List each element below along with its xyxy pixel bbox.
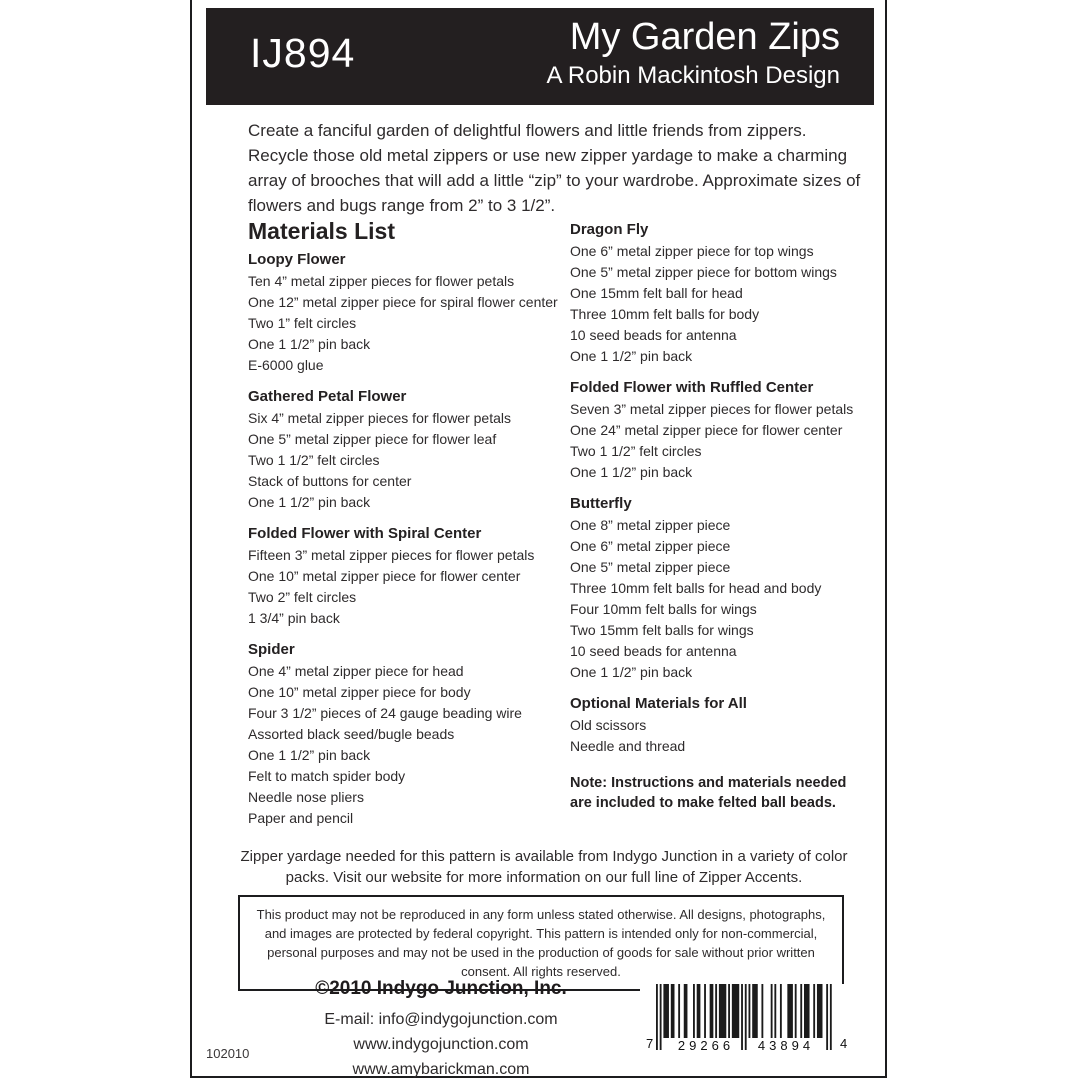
material-item: Needle nose pliers xyxy=(248,789,364,805)
publisher-info xyxy=(248,978,634,1082)
barcode-digits-left: 29266 xyxy=(677,1038,735,1053)
material-item: One 1 1/2” pin back xyxy=(570,664,693,680)
materials-section xyxy=(570,695,870,757)
material-item: Two 2” felt circles xyxy=(248,589,357,605)
material-item: One 8” metal zipper piece xyxy=(570,517,731,533)
material-item: One 10” metal zipper piece for body xyxy=(248,684,471,700)
section-title: Folded Flower with Spiral Center xyxy=(248,525,482,542)
upc-barcode xyxy=(640,984,855,1064)
section-title: Loopy Flower xyxy=(248,251,346,268)
materials-heading: Materials List xyxy=(248,218,395,244)
material-item: One 1 1/2” pin back xyxy=(570,348,693,364)
materials-section xyxy=(570,221,870,367)
materials-section xyxy=(248,641,570,829)
material-item: 1 3/4” pin back xyxy=(248,610,340,626)
material-item: 10 seed beads for antenna xyxy=(570,327,737,343)
material-item: Two 1” felt circles xyxy=(248,315,357,331)
materials-sections-left xyxy=(248,251,570,829)
material-item: One 5” metal zipper piece xyxy=(570,559,731,575)
pattern-code: IJ894 xyxy=(250,30,356,76)
title-block xyxy=(547,15,840,91)
materials-section xyxy=(570,495,870,683)
material-item: Assorted black seed/bugle beads xyxy=(248,726,455,742)
material-item: One 6” metal zipper piece for top wings xyxy=(570,243,814,259)
email-line: E-mail: info@indygojunction.com xyxy=(324,1011,558,1028)
material-item: One 6” metal zipper piece xyxy=(570,538,731,554)
material-item: Ten 4” metal zipper pieces for flower petals xyxy=(248,273,515,289)
material-item: One 1 1/2” pin back xyxy=(570,464,693,480)
material-item: Six 4” metal zipper pieces for flower petals xyxy=(248,410,511,426)
material-item: Stack of buttons for center xyxy=(248,473,412,489)
material-item: Three 10mm felt balls for head and body xyxy=(570,580,822,596)
copyright-text: This product may not be reproduced in any form unless stated otherwise. All designs, photographs, and images are protected by federal copyright. This pattern is intended only for non-commercial, personal purposes and may not be used in the production of goods for sale without prior written consent. All rights reserved. xyxy=(256,907,826,979)
materials-section xyxy=(248,525,570,629)
pattern-title: My Garden Zips xyxy=(569,16,840,58)
section-title: Gathered Petal Flower xyxy=(248,388,407,405)
materials-section xyxy=(248,388,570,513)
material-item: Two 1 1/2” felt circles xyxy=(248,452,380,468)
material-item: One 10” metal zipper piece for flower center xyxy=(248,568,521,584)
material-item: One 5” metal zipper piece for flower leaf xyxy=(248,431,497,447)
materials-sections-right xyxy=(570,221,870,757)
company-line: ©2010 Indygo Junction, Inc. xyxy=(315,978,567,999)
material-item: Two 15mm felt balls for wings xyxy=(570,622,754,638)
section-title: Optional Materials for All xyxy=(570,695,747,712)
website-line-2: www.amybarickman.com xyxy=(352,1061,530,1078)
yardage-note: Zipper yardage needed for this pattern is available from Indygo Junction in a variety of color packs. Visit our website for more information on our full line of Zipper Accents. xyxy=(240,848,848,886)
material-item: One 1 1/2” pin back xyxy=(248,747,371,763)
section-title: Folded Flower with Ruffled Center xyxy=(570,379,814,396)
section-title: Dragon Fly xyxy=(570,221,649,238)
material-item: 10 seed beads for antenna xyxy=(570,643,737,659)
website-line-1: www.indygojunction.com xyxy=(353,1036,529,1053)
material-item: Four 10mm felt balls for wings xyxy=(570,601,757,617)
copyright-box xyxy=(238,895,844,991)
material-item: Paper and pencil xyxy=(248,810,354,826)
section-title: Spider xyxy=(248,641,295,658)
material-item: Two 1 1/2” felt circles xyxy=(570,443,702,459)
section-title: Butterfly xyxy=(570,495,632,512)
materials-column-right xyxy=(570,218,870,841)
materials-note: Note: Instructions and materials needed are included to make felted ball beads. xyxy=(570,775,847,811)
intro-paragraph: Create a fanciful garden of delightful flowers and little friends from zippers. Recycle those old metal zippers or use new zipper yardage to make a charming array of brooches that will add a little “zip” to your wardrobe. Approximate sizes of flowers and bugs range from 2” to 3 1/2”. xyxy=(248,121,861,215)
materials-section xyxy=(248,251,570,376)
material-item: One 5” metal zipper piece for bottom wings xyxy=(570,264,837,280)
material-item: One 24” metal zipper piece for flower center xyxy=(570,422,843,438)
material-item: Seven 3” metal zipper pieces for flower petals xyxy=(570,401,854,417)
material-item: Felt to match spider body xyxy=(248,768,406,784)
material-item: E-6000 glue xyxy=(248,357,324,373)
header-bar xyxy=(206,8,874,105)
barcode-digits-right: 43894 xyxy=(757,1038,815,1053)
material-item: One 1 1/2” pin back xyxy=(248,336,371,352)
material-item: One 4” metal zipper piece for head xyxy=(248,663,464,679)
material-item: Old scissors xyxy=(570,717,647,733)
barcode-digit-first: 7 xyxy=(646,1036,654,1051)
material-item: Fifteen 3” metal zipper pieces for flower petals xyxy=(248,547,535,563)
pattern-subtitle: A Robin Mackintosh Design xyxy=(546,62,840,89)
barcode-digit-last: 4 xyxy=(840,1036,848,1051)
material-item: One 1 1/2” pin back xyxy=(248,494,371,510)
material-item: One 12” metal zipper piece for spiral flower center xyxy=(248,294,558,310)
material-item: Three 10mm felt balls for body xyxy=(570,306,760,322)
material-item: One 15mm felt ball for head xyxy=(570,285,743,301)
print-code: 102010 xyxy=(206,1046,250,1061)
material-item: Four 3 1/2” pieces of 24 gauge beading wire xyxy=(248,705,522,721)
materials-column-left xyxy=(248,218,570,841)
pattern-back-card xyxy=(190,0,887,1078)
materials-section xyxy=(570,379,870,483)
materials-list xyxy=(248,218,860,841)
material-item: Needle and thread xyxy=(570,738,686,754)
